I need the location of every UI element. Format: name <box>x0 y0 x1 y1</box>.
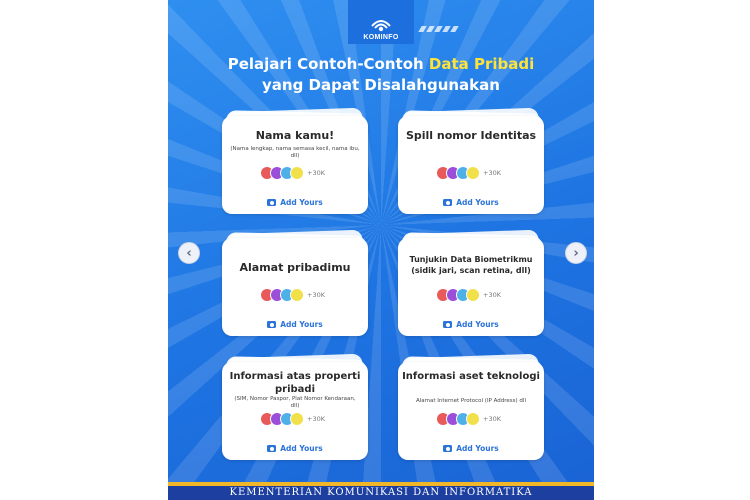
card-properti[interactable] <box>222 360 368 462</box>
reaction-group <box>260 288 325 302</box>
add-yours-label: Add Yours <box>456 444 499 453</box>
add-yours-label: Add Yours <box>280 320 323 329</box>
footer-banner <box>168 482 594 500</box>
kominfo-emblem-icon <box>368 12 394 34</box>
add-yours-button[interactable] <box>398 444 544 453</box>
camera-icon <box>443 199 452 206</box>
reaction-count: +30K <box>483 415 501 423</box>
kominfo-logo <box>348 0 414 44</box>
card-title: Tunjukin Data Biometrikmu (sidik jari, scan retina, dll) <box>409 255 533 275</box>
reaction-count: +30K <box>307 291 325 299</box>
card-title: Alamat pribadimu <box>239 261 351 274</box>
reaction-group <box>260 166 325 180</box>
decorative-stripes <box>420 26 457 32</box>
title-line2: yang Dapat Disalahgunakan <box>262 76 500 94</box>
reaction-count: +30K <box>483 169 501 177</box>
card-title: Nama kamu! <box>255 129 335 142</box>
yellow-circle-icon <box>466 412 480 426</box>
yellow-circle-icon <box>290 166 304 180</box>
add-yours-button[interactable] <box>398 320 544 329</box>
reaction-group <box>260 412 325 426</box>
yellow-circle-icon <box>290 412 304 426</box>
camera-icon <box>443 321 452 328</box>
yellow-circle-icon <box>290 288 304 302</box>
card-title: Informasi aset teknologi <box>402 371 540 382</box>
title-highlight: Data Pribadi <box>428 55 535 73</box>
title-line1: Pelajari Contoh-Contoh <box>227 55 429 73</box>
reaction-group <box>436 288 501 302</box>
card-subtitle: (SIM, Nomor Paspor, Plat Nomor Kendaraan, dll) <box>234 396 356 409</box>
reaction-count: +30K <box>483 291 501 299</box>
reaction-count: +30K <box>307 169 325 177</box>
card-biometrik[interactable] <box>398 236 544 338</box>
yellow-circle-icon <box>466 166 480 180</box>
add-yours-button[interactable] <box>222 444 368 453</box>
card-subtitle: Alamat Internet Protocol (IP Address) dll <box>416 398 526 404</box>
camera-icon <box>267 321 276 328</box>
card-title: Spill nomor Identitas <box>405 129 537 142</box>
footer-accent-bar <box>168 482 594 486</box>
card-alamat[interactable] <box>222 236 368 338</box>
camera-icon <box>267 199 276 206</box>
yellow-circle-icon <box>466 288 480 302</box>
carousel-post <box>168 0 594 500</box>
reaction-count: +30K <box>307 415 325 423</box>
reaction-group <box>436 412 501 426</box>
add-yours-button[interactable] <box>222 320 368 329</box>
reaction-group <box>436 166 501 180</box>
card-identitas[interactable] <box>398 114 544 216</box>
add-yours-label: Add Yours <box>280 444 323 453</box>
carousel-next-button[interactable]: › <box>565 242 587 264</box>
camera-icon <box>267 445 276 452</box>
card-title: Informasi atas properti pribadi <box>229 371 361 395</box>
card-subtitle: (Nama lengkap, nama semasa kecil, nama ibu, dll) <box>230 146 360 159</box>
card-nama[interactable] <box>222 114 368 216</box>
add-yours-button[interactable] <box>222 198 368 207</box>
carousel-prev-button[interactable]: ‹ <box>178 242 200 264</box>
add-yours-label: Add Yours <box>456 320 499 329</box>
camera-icon <box>443 445 452 452</box>
card-aset-teknologi[interactable] <box>398 360 544 462</box>
footer-text: KEMENTERIAN KOMUNIKASI DAN INFORMATIKA <box>229 487 533 498</box>
page-title <box>168 54 594 96</box>
add-yours-button[interactable] <box>398 198 544 207</box>
add-yours-label: Add Yours <box>280 198 323 207</box>
add-yours-label: Add Yours <box>456 198 499 207</box>
logo-text: KOMINFO <box>363 34 399 41</box>
